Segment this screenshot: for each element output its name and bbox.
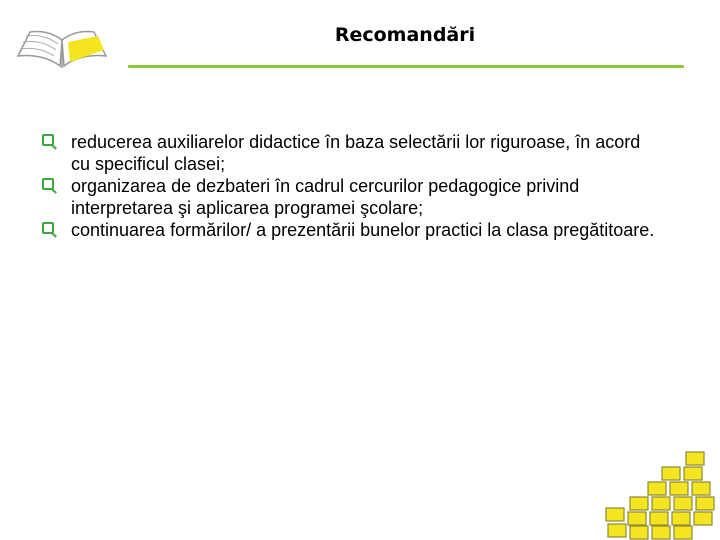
checkbox-icon — [42, 222, 54, 234]
list-item — [42, 175, 662, 219]
list-item-text: reducerea auxiliarelor didactice în baza selectării lor riguroase, în acord cu specificul clasei; — [71, 132, 641, 174]
stacked-blocks-icon — [596, 448, 720, 540]
checkbox-icon — [42, 178, 54, 190]
checkbox-icon — [42, 134, 54, 146]
list-item-text: continuarea formărilor/ a prezentării bunelor practici la clasa pregătitoare. — [71, 220, 655, 240]
slide-title: Recomandări — [334, 24, 476, 46]
list-item — [42, 131, 662, 175]
title-underline — [128, 65, 684, 68]
recommendation-list — [42, 131, 662, 241]
list-item-text: organizarea de dezbateri în cadrul cercurilor pedagogice privind interpretarea şi aplicarea programei şcolare; — [71, 176, 580, 218]
list-item — [42, 219, 662, 241]
